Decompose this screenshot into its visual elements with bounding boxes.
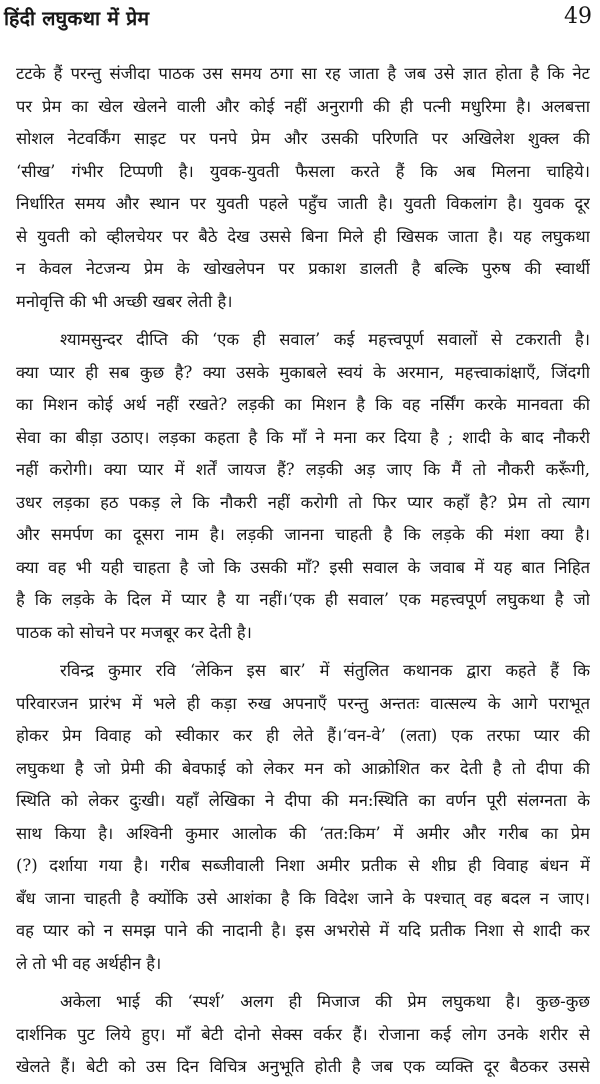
text-line: से युवती को व्हीलचेयर पर बैठे देख उससे बिना मिले ही खिसक जाता है। यह लघुकथा — [16, 226, 590, 246]
paragraph — [16, 655, 590, 980]
text-line: सेवा का बीड़ा उठाए। लड़का कहता है कि माँ ने मना कर दिया है ; शादी के बाद नौकरी — [16, 427, 590, 447]
text-line: नहीं करोगी। क्या प्यार में शर्तें जायज हैं? लड़की अड़ जाए कि मैं तो नौकरी करूँगी, — [16, 460, 590, 479]
text-line: (?) दर्शाया गया है। गरीब सब्जीवाली निशा अमीर प्रतीक से शीघ्र ही विवाह बंधन में — [16, 856, 590, 875]
text-line: है कि लड़के के दिल में प्यार है या नहीं।‘एक ही सवाल’ एक महत्त्वपूर्ण लघुकथा है जो — [16, 590, 590, 609]
text-line: उधर लड़का हठ पकड़ ले कि नौकरी नहीं करोगी तो फिर प्यार कहाँ है? प्रेम तो त्याग — [16, 492, 590, 512]
text-line: रविन्द्र कुमार रवि ‘लेकिन इस बार’ में संतुलित कथानक द्वारा कहते हैं कि — [60, 661, 590, 680]
text-line: न केवल नेटजन्य प्रेम के खोखलेपन पर प्रकाश डालती है बल्कि पुरुष की स्वार्थी — [16, 259, 590, 278]
text-line: साथ किया है। अश्विनी कुमार आलोक की ‘तत:किम’ में अमीर और गरीब का प्रेम — [16, 823, 590, 843]
text-line: लघुकथा है जो प्रेमी की बेवफाई को लेकर मन को आक्रोशित कर देती है तो दीपा की — [16, 758, 590, 778]
page-number: 49 — [564, 4, 592, 29]
text-line: ले तो भी वह अर्थहीन है। — [16, 953, 162, 973]
text-line: अकेला भाई की ‘स्पर्श’ अलग ही मिजाज की प्रेम लघुकथा है। कुछ-कुछ — [60, 992, 590, 1011]
text-line: सोशल नेटवर्किंग साइट पर पनपे प्रेम और उसकी परिणति पर अखिलेश शुक्ल की — [16, 129, 590, 148]
text-line: दार्शनिक पुट लिये हुए। माँ बेटी दोनो सेक्स वर्कर हैं। रोजाना कई लोग उनके शरीर से — [16, 1024, 590, 1044]
text-line: का मिशन कोई अर्थ नहीं रखते? लड़की का मिशन है कि वह नर्सिंग करके मानवता की — [16, 395, 590, 414]
text-line: परिवारजन प्रारंभ में भले ही कड़ा रुख अपनाएँ परन्तु अन्ततः वात्सल्य के आगे पराभूत — [16, 693, 590, 713]
page-header — [4, 4, 594, 44]
text-line: वह प्यार को न समझ पाने की नादानी है। इस अभरोसे में यदि प्रतीक निशा से शादी कर — [16, 921, 590, 940]
text-line: ‘सीख’ गंभीर टिप्पणी है। युवक-युवती फैसला करते हैं कि अब मिलना चाहिये। — [16, 161, 590, 181]
text-line: मनोवृत्ति की भी अच्छी खबर लेती है। — [16, 291, 233, 311]
paragraph — [16, 324, 590, 649]
text-line: क्या प्यार ही सब कुछ है? क्या उसके मुकाबले स्वयं के अरमान, महत्त्वाकांक्षाएँ, जिंदगी — [16, 362, 590, 382]
text-line: टटके हैं परन्तु संजीदा पाठक उस समय ठगा सा रह जाता है जब उसे ज्ञात होता है कि नेट — [16, 64, 590, 83]
text-line: पर प्रेम का खेल खेलने वाली और कोई नहीं अनुरागी की ही पत्नी मधुरिमा है। अलबत्ता — [16, 96, 590, 116]
text-line: क्या वह भी यही चाहता है जो कि उसकी माँ? इसी सवाल के जवाब में यह बात निहित — [16, 557, 590, 577]
running-title: हिंदी लघुकथा में प्रेम — [4, 7, 150, 30]
body-text — [16, 58, 590, 1084]
paragraph — [16, 58, 590, 318]
text-line: होकर प्रेम विवाह को स्वीकार कर ही लेते हैं।‘वन-वे’ (लता) एक तरफा प्यार की — [16, 726, 590, 745]
text-line: और समर्पण का दूसरा नाम है। लड़की जानना चाहती है कि लड़के की मंशा क्या है। — [16, 525, 590, 544]
text-line: श्यामसुन्दर दीप्ति की ‘एक ही सवाल’ कई महत्त्वपूर्ण सवालों से टकराती है। — [60, 330, 590, 349]
text-line: बँध जाना चाहती है क्योंकि उसे आशंका है कि विदेश जाने के पश्चात् वह बदल न जाए। — [16, 888, 590, 908]
text-line: स्थिति को लेकर दुःखी। यहाँ लेखिका ने दीपा की मन:स्थिति का वर्णन पूरी संलग्नता के — [16, 791, 590, 810]
paragraph — [16, 986, 590, 1084]
text-line: पाठक को सोचने पर मजबूर कर देती है। — [16, 622, 252, 642]
text-line: निर्धारित समय और स्थान पर युवती पहले पहुँच जाती है। युवती विकलांग है। युवक दूर — [16, 194, 590, 213]
text-line: खेलते हैं। बेटी को उस दिन विचित्र अनुभूति होती है जब एक व्यक्ति दूर बैठकर उससे — [16, 1057, 590, 1076]
